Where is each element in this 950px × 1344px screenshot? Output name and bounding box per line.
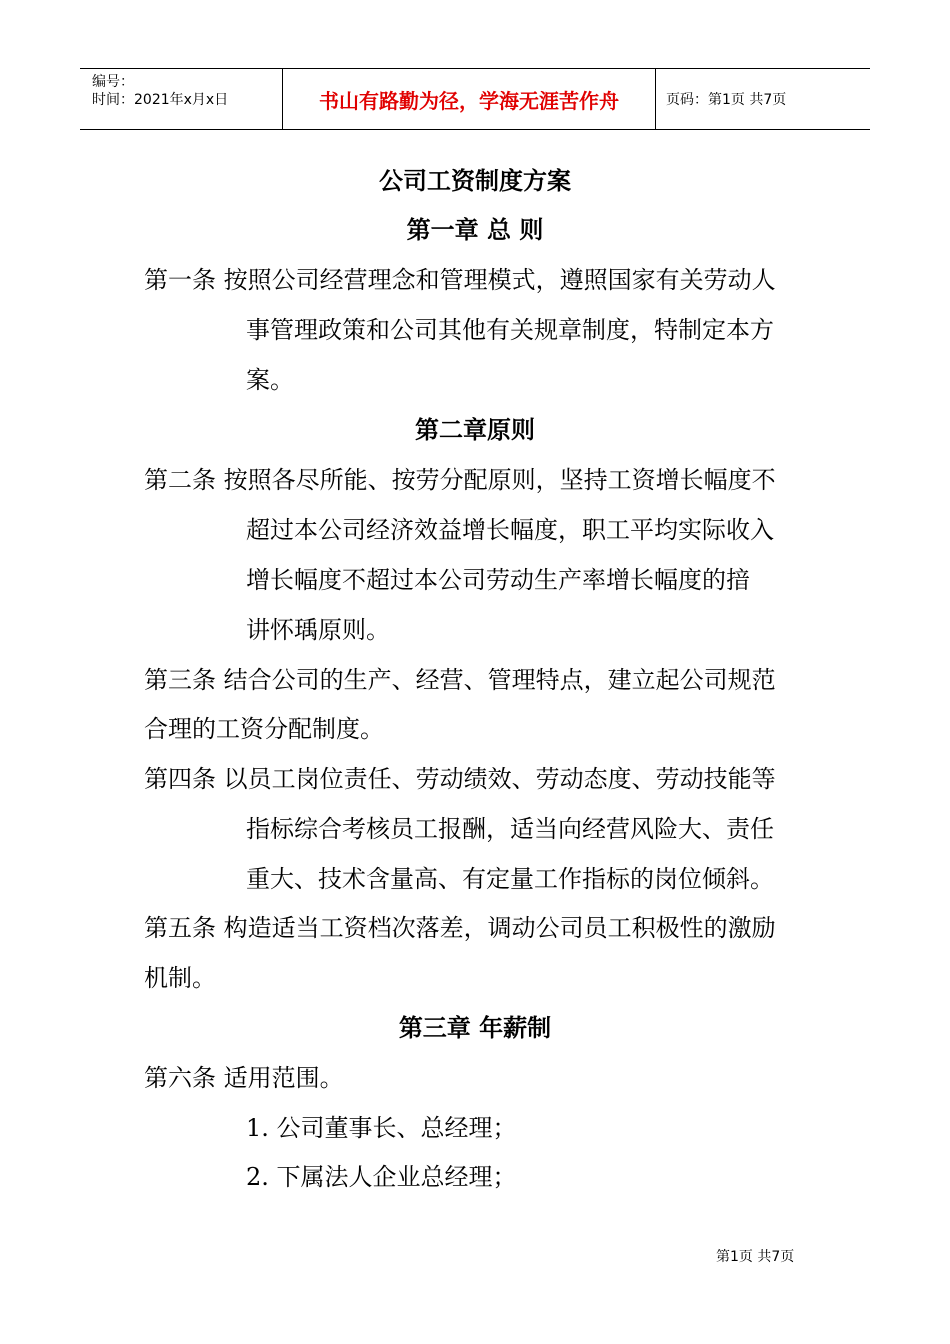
article-1-line-3: 案。 [246, 366, 294, 394]
article-3-line-1: 第三条 结合公司的生产、经营、管理特点，建立起公司规范 [144, 666, 776, 694]
article-6-item-2: 2. 下属法人企业总经理； [246, 1163, 517, 1191]
page-header [80, 68, 870, 130]
header-motto: 书山有路勤为径，学海无涯苦作舟 [282, 69, 656, 129]
document-title: 公司工资制度方案 [379, 166, 571, 195]
article-5-line-1: 第五条 构造适当工资档次落差，调动公司员工积极性的激励 [144, 914, 776, 942]
chapter-1-title: 第一章 总 则 [406, 215, 544, 244]
article-4-line-2: 指标综合考核员工报酬，适当向经营风险大、责任 [246, 815, 774, 843]
article-2-line-2: 超过本公司经济效益增长幅度，职工平均实际收入 [246, 516, 774, 544]
article-1-line-1: 第一条 按照公司经营理念和管理模式，遵照国家有关劳动人 [144, 266, 776, 294]
article-6-item-1: 1. 公司董事长、总经理； [246, 1114, 517, 1142]
number-label: 编号： [92, 74, 134, 90]
article-1-line-2: 事管理政策和公司其他有关规章制度，特制定本方 [246, 316, 774, 344]
chapter-3-title: 第三章 年薪制 [398, 1013, 552, 1042]
article-3-line-2: 合理的工资分配制度。 [144, 715, 384, 743]
article-5-line-2: 机制。 [144, 964, 216, 992]
article-2-line-4: 讲怀瑀原则。 [246, 616, 390, 644]
page-footer: 第1页 共7页 [716, 1249, 795, 1265]
article-2-line-1: 第二条 按照各尽所能、按劳分配原则，坚持工资增长幅度不 [144, 466, 776, 494]
article-2-line-3: 增长幅度不超过本公司劳动生产率增长幅度的揞 [246, 566, 750, 594]
time-label: 时间：2021年x月x日 [92, 92, 229, 108]
article-6-line-1: 第六条 适用范围。 [144, 1064, 344, 1092]
header-meta [80, 69, 282, 129]
article-4-line-1: 第四条 以员工岗位责任、劳动绩效、劳动态度、劳动技能等 [144, 765, 776, 793]
article-4-line-3: 重大、技术含量高、有定量工作指标的岗位倾斜。 [246, 865, 774, 893]
header-page-info: 页码：第1页 共7页 [666, 92, 787, 108]
chapter-2-title: 第二章原则 [415, 415, 535, 444]
